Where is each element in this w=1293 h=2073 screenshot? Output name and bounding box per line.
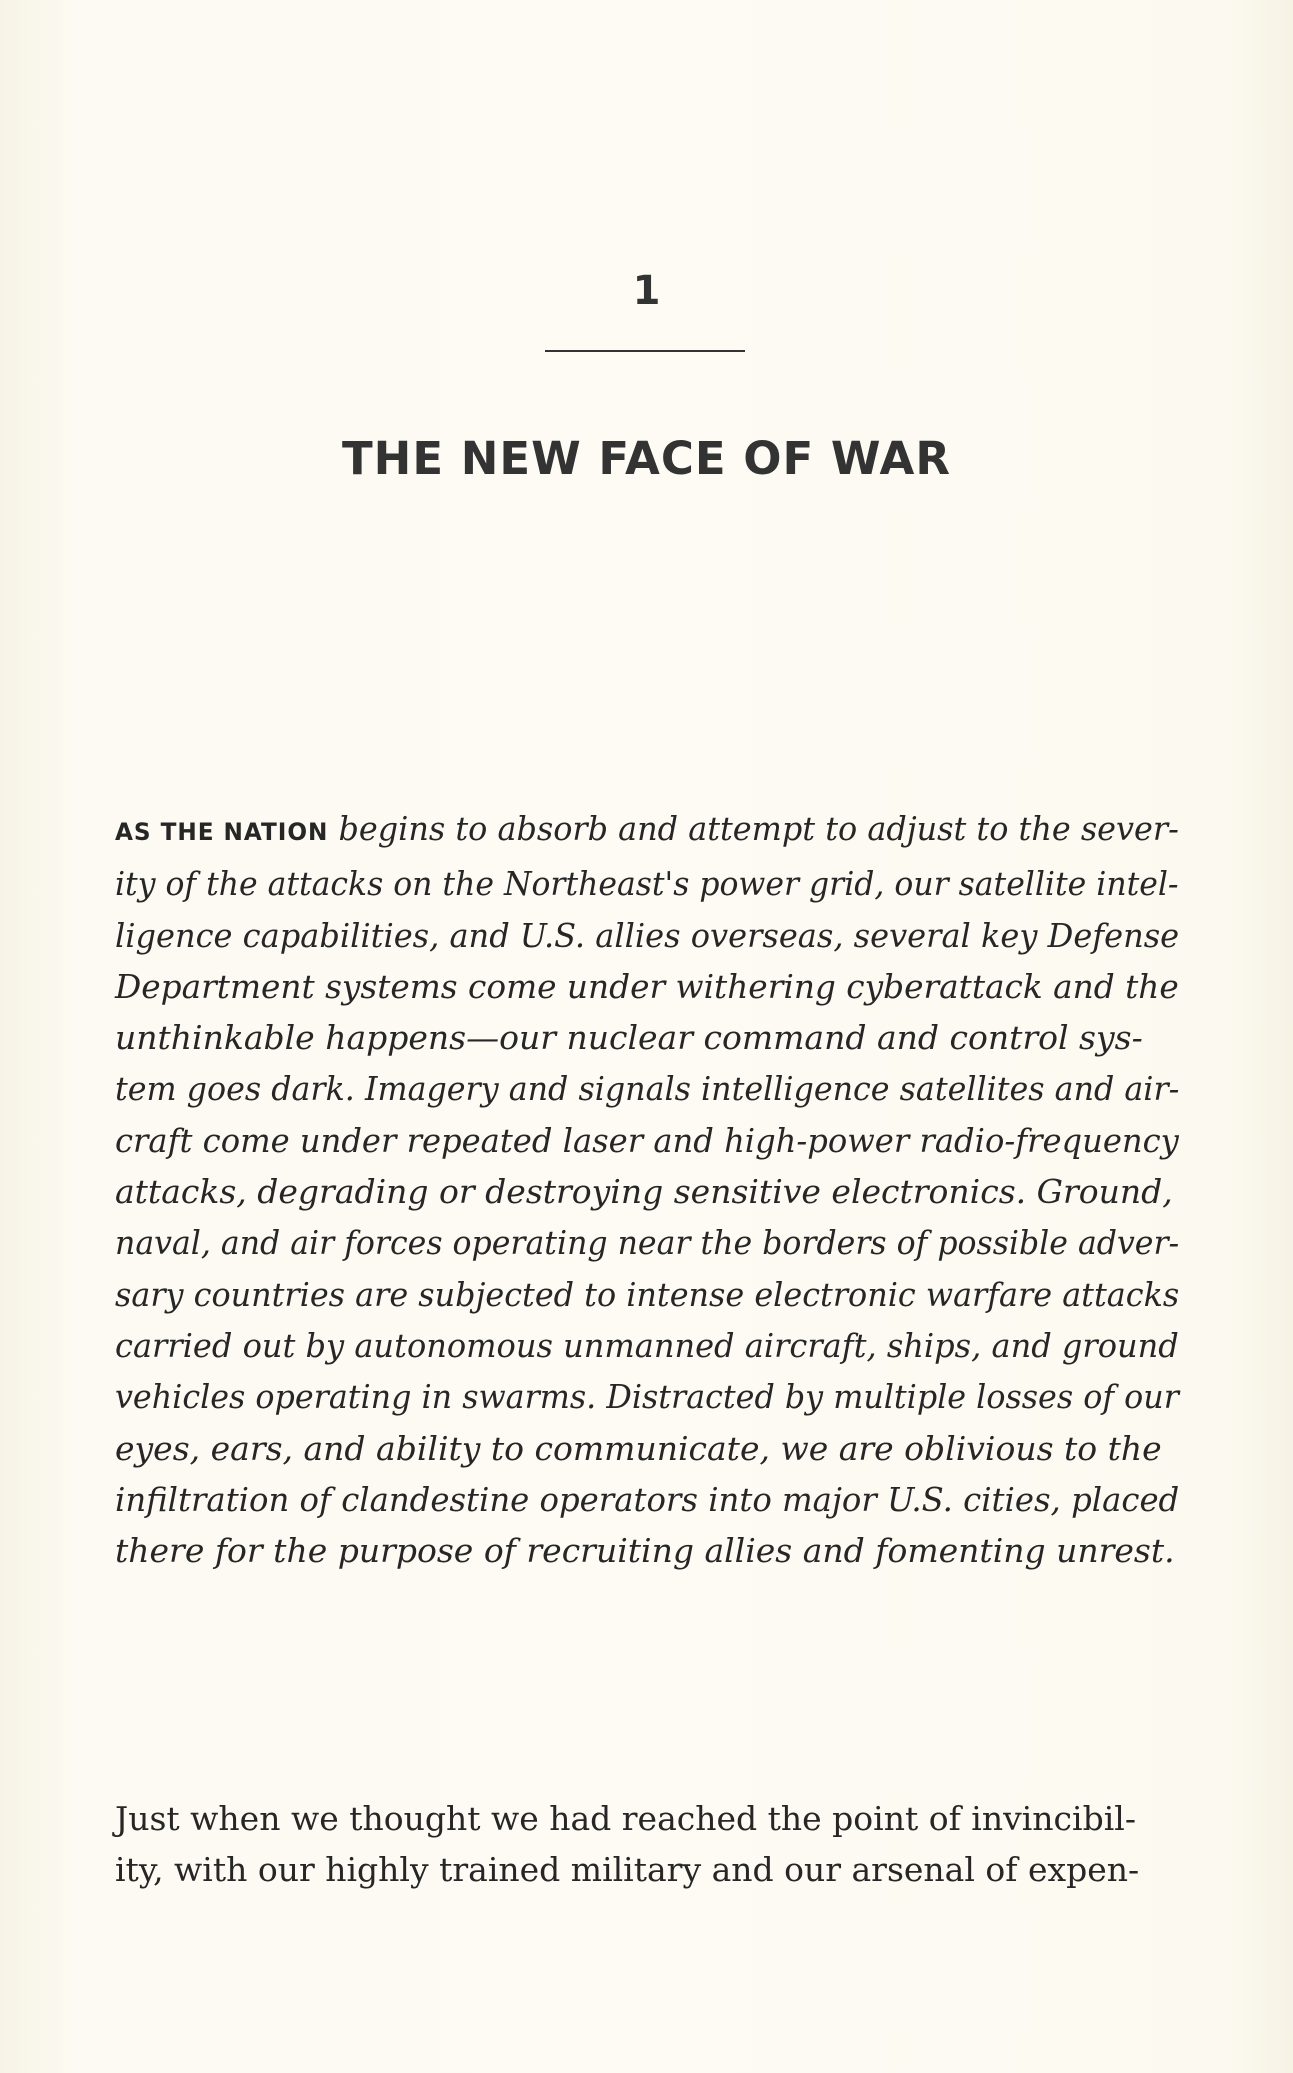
paragraph-line: Just when we thought we had reached the point of invincibil- <box>115 1799 1136 1838</box>
epigraph-line: infiltration of clandestine operators into major U.S. cities, placed <box>115 1479 1180 1519</box>
epigraph-line-text: begins to absorb and attempt to adjust to the sever- <box>338 809 1179 848</box>
body-paragraph <box>115 1793 1179 1896</box>
epigraph-line: naval, and air forces operating near the borders of possible adver- <box>115 1223 1180 1263</box>
chapter-number: 1 <box>632 268 661 314</box>
epigraph-line: attacks, degrading or destroying sensitive electronics. Ground, <box>115 1172 1173 1212</box>
epigraph-line: carried out by autonomous unmanned aircraft, ships, and ground <box>115 1325 1179 1365</box>
paragraph-line: ity, with our highly trained military and our arsenal of expen- <box>115 1850 1140 1890</box>
epigraph-lead-in: AS THE NATION <box>115 818 329 846</box>
epigraph-line: ligence capabilities, and U.S. allies overseas, several key Defense <box>115 915 1180 955</box>
epigraph-block <box>115 803 1179 1576</box>
epigraph-line: ity of the attacks on the Northeast's power grid, our satellite intel- <box>115 864 1179 904</box>
epigraph-line <box>115 803 1179 858</box>
chapter-divider <box>545 350 745 352</box>
epigraph-line: unthinkable happens—our nuclear command and control sys- <box>115 1018 1143 1058</box>
epigraph-line: tem goes dark. Imagery and signals intelligence satellites and air- <box>115 1069 1180 1109</box>
epigraph-line: there for the purpose of recruiting allies and fomenting unrest. <box>115 1531 1175 1571</box>
epigraph-line: vehicles operating in swarms. Distracted by multiple losses of our <box>115 1377 1179 1417</box>
epigraph-line: eyes, ears, and ability to communicate, we are oblivious to the <box>115 1428 1162 1468</box>
epigraph-line: sary countries are subjected to intense electronic warfare attacks <box>115 1274 1180 1314</box>
epigraph-line: craft come under repeated laser and high-power radio-frequency <box>115 1120 1179 1160</box>
chapter-title: THE NEW FACE OF WAR <box>341 432 952 485</box>
epigraph-line: Department systems come under withering cyberattack and the <box>115 966 1179 1006</box>
